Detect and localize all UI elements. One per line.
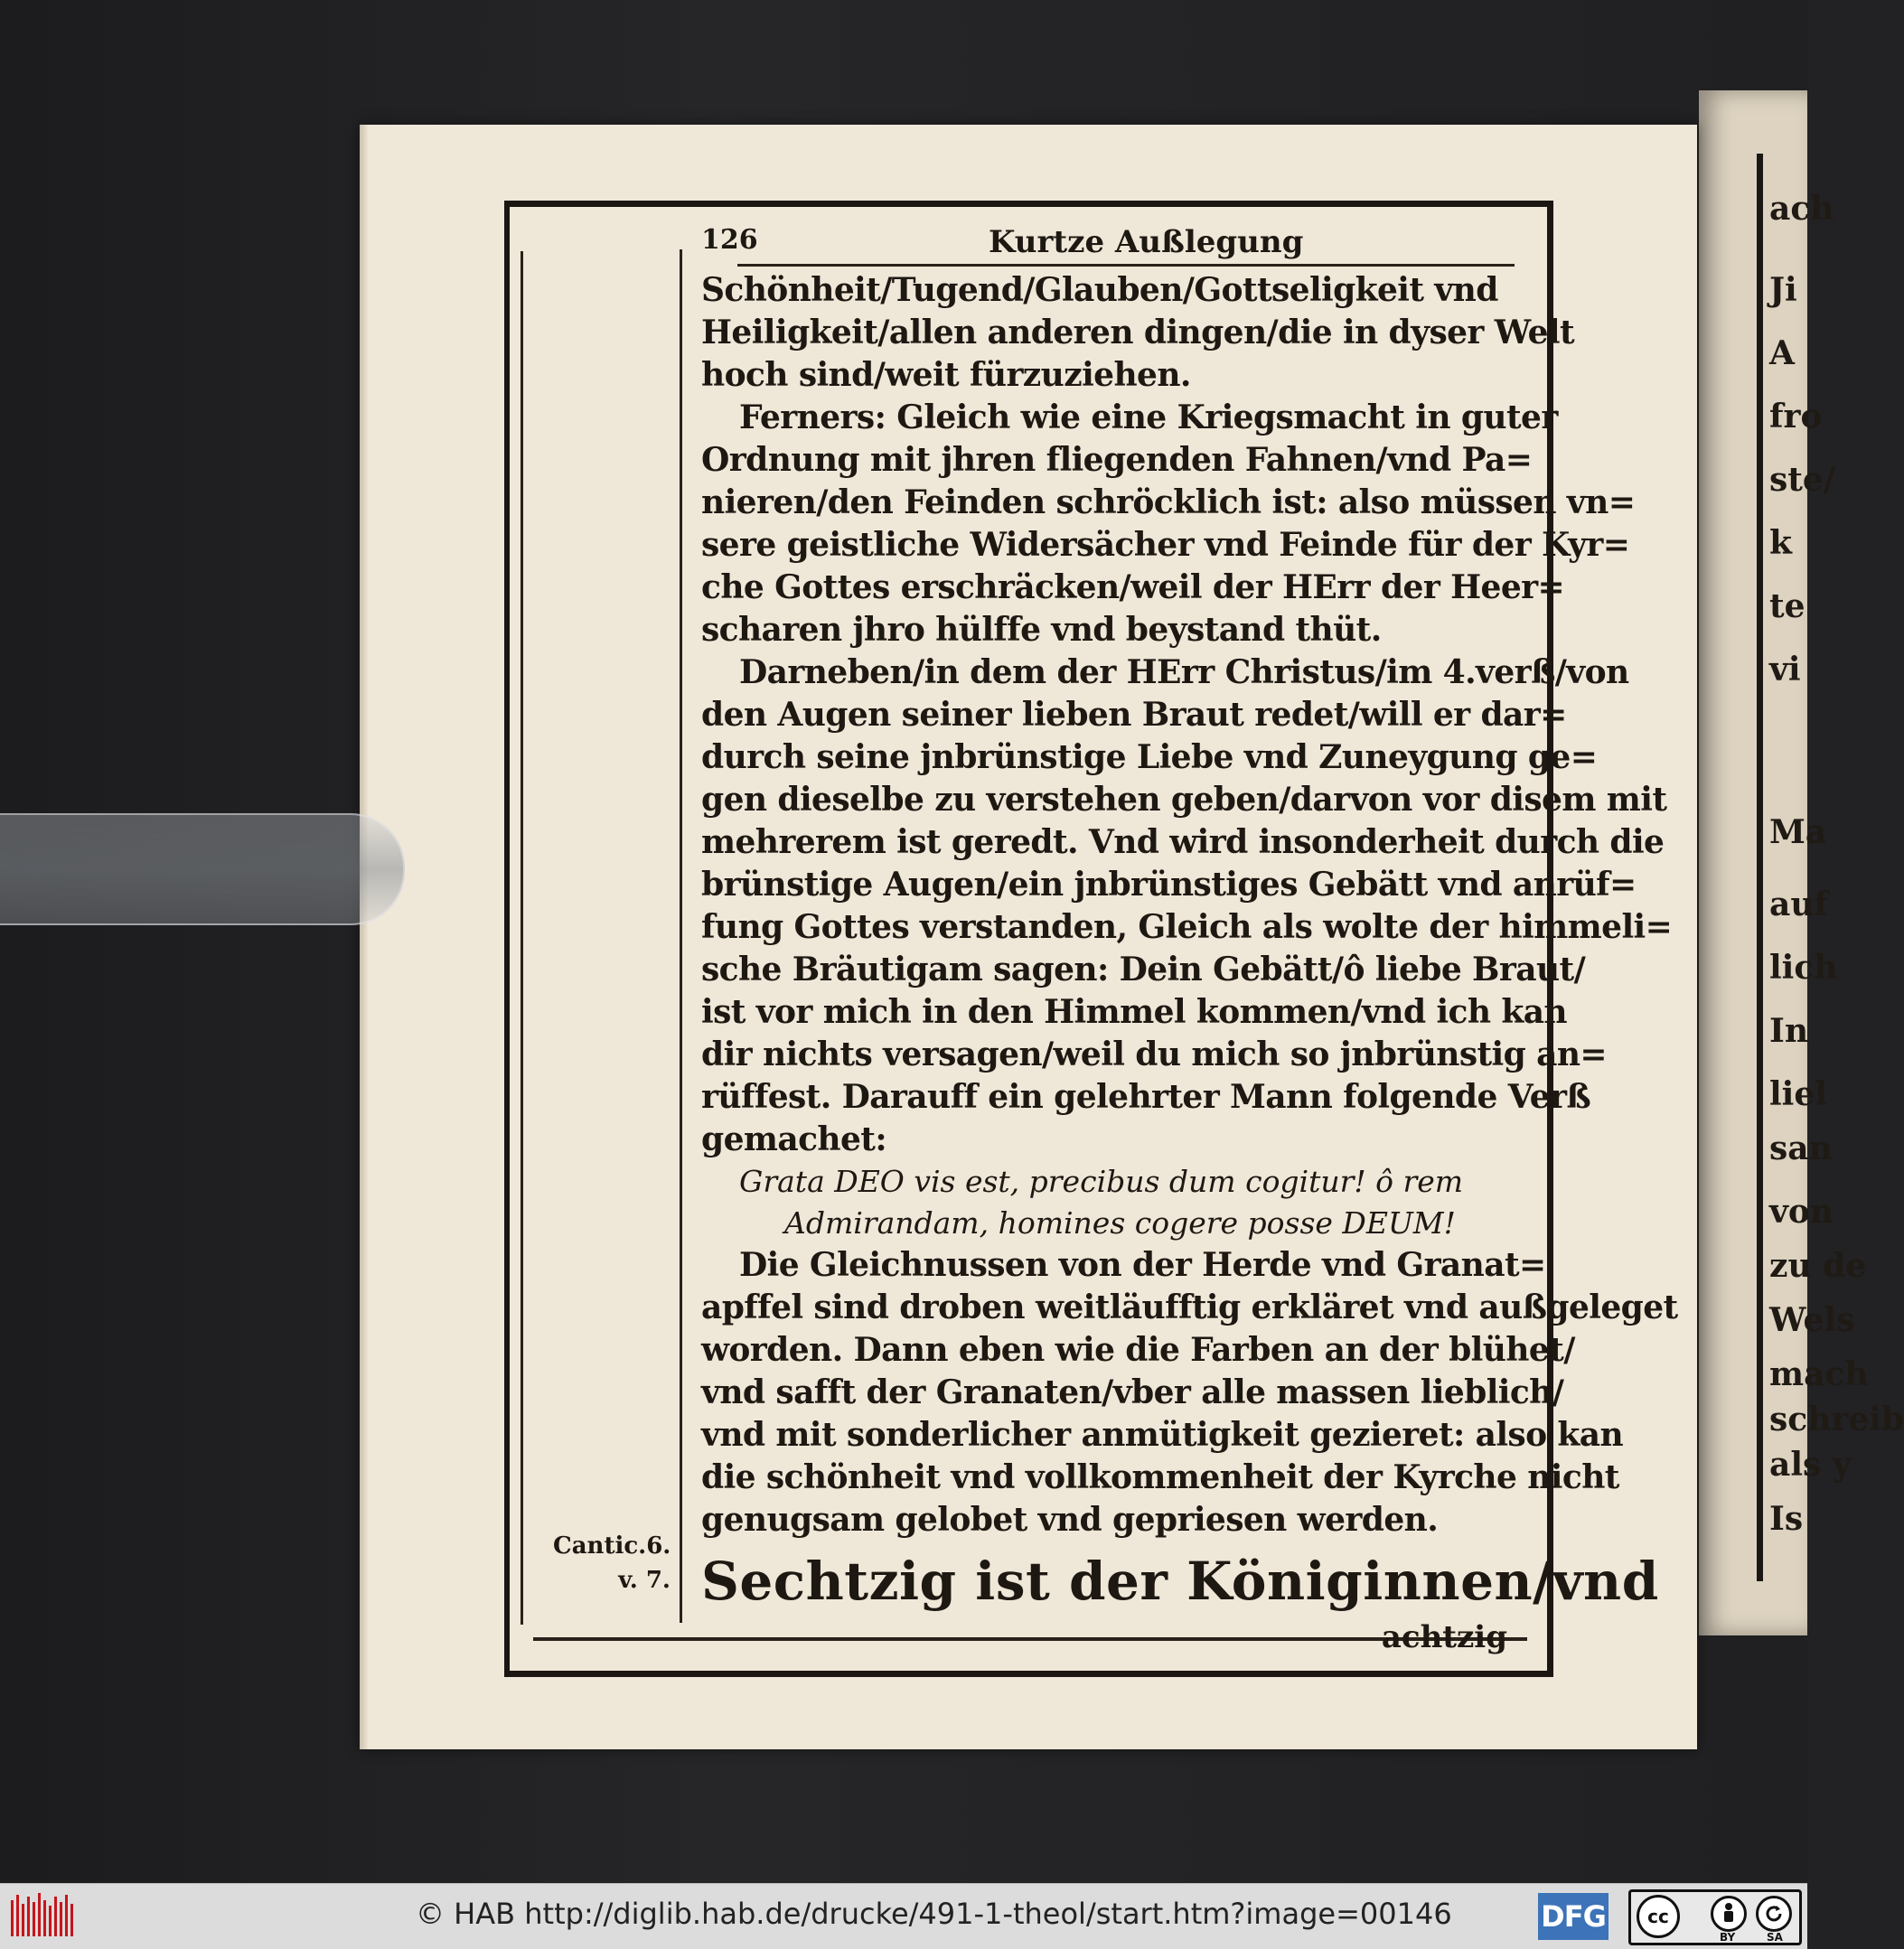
facing-page-text-fragment: schreib bbox=[1769, 1401, 1904, 1438]
text-line: worden. Dann eben wie die Farben an der blühet/ bbox=[701, 1331, 1575, 1369]
facing-page-text-fragment: A bbox=[1769, 334, 1795, 372]
latin-verse bbox=[701, 1161, 1515, 1244]
text-line: apffel sind droben weitläufftig erkläret vnd außgeleget bbox=[701, 1288, 1678, 1326]
facing-page-text-fragment: Wels bbox=[1769, 1301, 1855, 1339]
running-head: Kurtze Außlegung bbox=[989, 224, 1304, 260]
dfg-logo[interactable]: DFG bbox=[1538, 1893, 1609, 1940]
sa-label: SA bbox=[1767, 1931, 1783, 1944]
facing-page-text-fragment: Is bbox=[1769, 1500, 1804, 1538]
text-line: den Augen seiner lieben Braut redet/will er dar= bbox=[701, 696, 1567, 734]
verse-heading: Sechtzig ist der Königinnen/vnd bbox=[701, 1551, 1659, 1612]
text-line: gemachet: bbox=[701, 1120, 887, 1158]
text-line: Heiligkeit/allen anderen dingen/die in dyser Welt bbox=[701, 314, 1575, 351]
plastic-bookmark-clip bbox=[0, 813, 405, 925]
text-line: rüffest. Darauff ein gelehrter Mann folgende Verß bbox=[701, 1078, 1591, 1116]
facing-page-text-fragment: In bbox=[1769, 1012, 1809, 1050]
page-edge bbox=[360, 125, 369, 1749]
text-line: gen dieselbe zu verstehen geben/darvon vor disem mit bbox=[701, 781, 1667, 819]
text-line: die schönheit vnd vollkommenheit der Kyrche nicht bbox=[701, 1458, 1619, 1496]
text-line: brünstige Augen/ein jnbrünstiges Gebätt vnd anrüf= bbox=[701, 866, 1637, 904]
text-line: vnd safft der Granaten/vber alle massen lieblich/ bbox=[701, 1373, 1564, 1411]
catchword: achtzig bbox=[1381, 1619, 1507, 1655]
creative-commons-license-badge[interactable] bbox=[1628, 1889, 1802, 1945]
share-alike-icon bbox=[1756, 1896, 1792, 1932]
latin-verse-line: Grata DEO vis est, precibus dum cogitur! ô rem bbox=[739, 1164, 1464, 1199]
viewer-footer bbox=[0, 1883, 1807, 1949]
facing-page-text-fragment: von bbox=[1769, 1193, 1834, 1231]
text-line: che Gottes erschräcken/weil der HErr der Heer= bbox=[701, 568, 1565, 606]
facing-page-text-fragment: vi bbox=[1769, 651, 1801, 689]
facing-page-text-fragment: san bbox=[1769, 1129, 1833, 1167]
by-label: BY bbox=[1720, 1931, 1736, 1944]
facing-page-text-fragment: liel bbox=[1769, 1075, 1827, 1113]
text-line: mehrerem ist geredt. Vnd wird insonderheit durch die bbox=[701, 823, 1665, 861]
person-icon bbox=[1711, 1896, 1747, 1932]
facing-page-text-fragment: ste/ bbox=[1769, 461, 1835, 499]
facing-page-text-fragment: k bbox=[1769, 524, 1792, 562]
facing-page-text-fragment: Ji bbox=[1769, 271, 1797, 309]
marginal-note-line: v. 7. bbox=[618, 1567, 671, 1594]
body-paragraphs bbox=[701, 269, 1673, 1161]
margin-rule-outer bbox=[521, 251, 523, 1625]
text-line: dir nichts versagen/weil du mich so jnbrünstig an= bbox=[701, 1035, 1607, 1073]
facing-page-text-fragment: ach bbox=[1769, 190, 1834, 228]
text-line: Die Gleichnussen von der Herde vnd Granat= bbox=[739, 1246, 1546, 1284]
text-line: scharen jhro hülffe vnd beystand thüt. bbox=[701, 611, 1382, 649]
facing-page-text-fragment: als y bbox=[1769, 1446, 1852, 1484]
text-line: durch seine jnbrünstige Liebe vnd Zuneygung ge= bbox=[701, 738, 1598, 776]
facing-page-text-fragment: te bbox=[1769, 587, 1806, 625]
facing-page bbox=[1699, 90, 1904, 1635]
text-line: Ordnung mit jhren fliegenden Fahnen/vnd Pa= bbox=[701, 441, 1533, 479]
body-paragraphs-continued bbox=[701, 1244, 1678, 1541]
latin-verse-line: Admirandam, homines cogere posse DEUM! bbox=[784, 1205, 1456, 1241]
text-line: Schönheit/Tugend/Glauben/Gottseligkeit vnd bbox=[701, 271, 1498, 309]
facing-page-text-fragment: auf bbox=[1769, 885, 1828, 923]
facing-page-text-fragment: lich bbox=[1769, 949, 1838, 987]
text-line: nieren/den Feinden schröcklich ist: also müssen vn= bbox=[701, 483, 1636, 521]
facing-page-text-fragment: fro bbox=[1769, 398, 1823, 436]
facing-page-text-fragment: Ma bbox=[1769, 813, 1827, 851]
text-line: sche Bräutigam sagen: Dein Gebätt/ô liebe Braut/ bbox=[701, 951, 1586, 989]
text-line: hoch sind/weit fürzuziehen. bbox=[701, 356, 1191, 394]
text-line: Ferners: Gleich wie eine Kriegsmacht in guter bbox=[739, 398, 1558, 436]
text-line: ist vor mich in den Himmel kommen/vnd ich kan bbox=[701, 993, 1567, 1031]
margin-rule-inner bbox=[680, 249, 682, 1623]
text-line: Darneben/in dem der HErr Christus/im 4.verß/von bbox=[739, 653, 1629, 691]
text-line: genugsam gelobet vnd gepriesen werden. bbox=[701, 1501, 1439, 1539]
page-text-block bbox=[701, 222, 1678, 1657]
marginal-note bbox=[553, 1529, 671, 1598]
marginal-note-line: Cantic.6. bbox=[553, 1532, 671, 1560]
header-rule bbox=[737, 264, 1515, 267]
page-number: 126 bbox=[701, 224, 758, 256]
text-line: vnd mit sonderlicher anmütigkeit gezieret: also kan bbox=[701, 1416, 1624, 1454]
facing-page-text-fragment: zu de bbox=[1769, 1247, 1867, 1285]
page-header bbox=[701, 222, 1515, 269]
text-line: sere geistliche Widersächer vnd Feinde für der Kyr= bbox=[701, 526, 1630, 564]
hab-library-logo[interactable] bbox=[9, 1891, 78, 1942]
text-line: fung Gottes verstanden, Gleich als wolte der himmeli= bbox=[701, 908, 1673, 946]
facing-page-text-fragment: mach bbox=[1769, 1355, 1869, 1393]
cc-icon: cc bbox=[1637, 1895, 1680, 1938]
copyright-link[interactable]: © HAB http://diglib.hab.de/drucke/491-1-theol/start.htm?image=00146 bbox=[416, 1897, 1452, 1931]
